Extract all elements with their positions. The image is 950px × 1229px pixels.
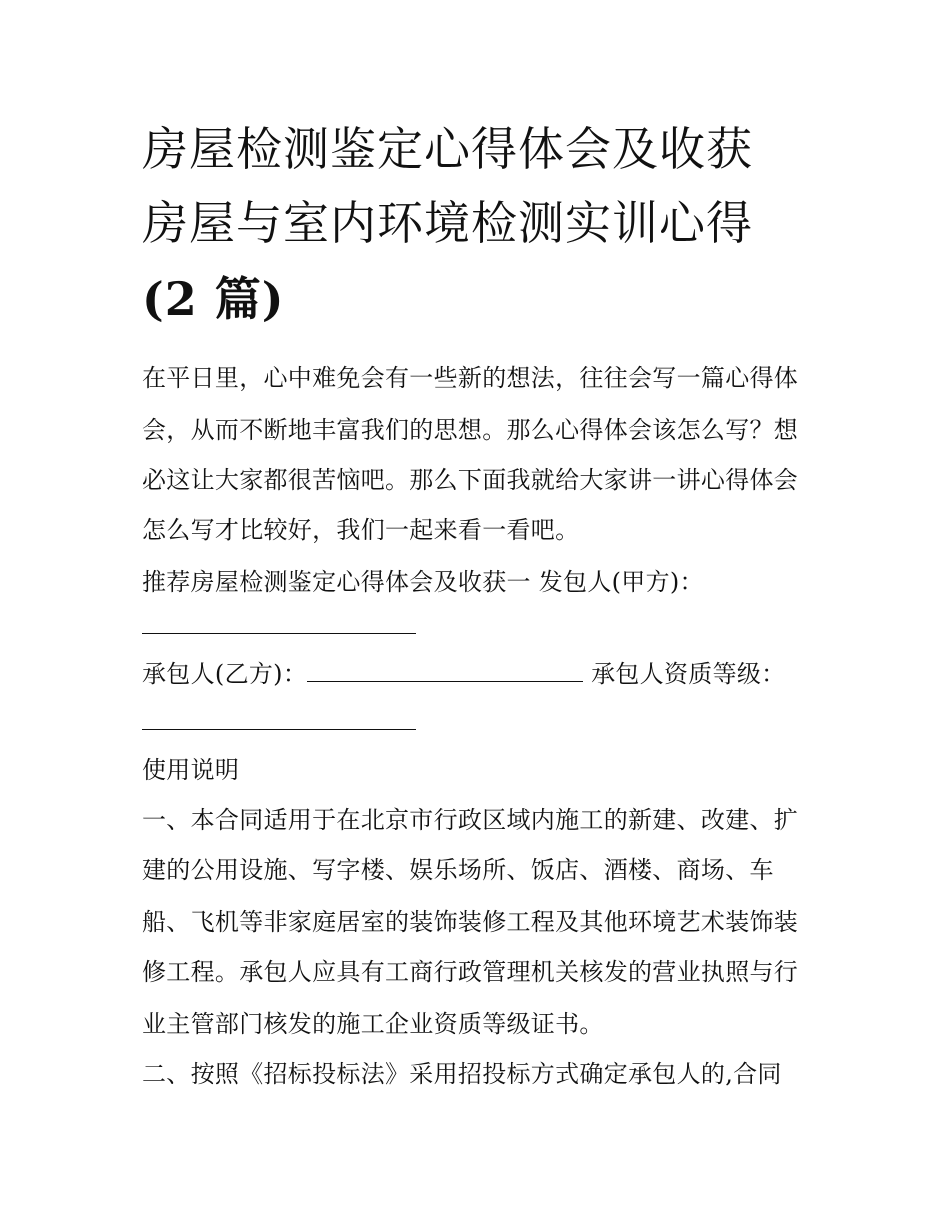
- instruction-1-line-5: 业主管部门核发的施工企业资质等级证书。: [142, 1010, 604, 1038]
- qualification-blank-row: [142, 696, 416, 748]
- contractor-blank-field[interactable]: [307, 651, 583, 682]
- instruction-2-line-1: 二、按照《招标投标法》采用招投标方式确定承包人的,合同: [142, 1060, 782, 1088]
- instruction-1-line-3: 船、飞机等非家庭居室的装饰装修工程及其他环境艺术装饰装: [142, 908, 799, 936]
- document-title-line-3: (2 篇): [142, 272, 285, 326]
- qualification-blank-field[interactable]: [142, 699, 416, 730]
- document-title-line-1: 房屋检测鉴定心得体会及收获: [142, 122, 753, 176]
- intro-line-1: 在平日里，心中难免会有一些新的想法，往往会写一篇心得体: [142, 364, 799, 392]
- instruction-1-line-4: 修工程。承包人应具有工商行政管理机关核发的营业执照与行: [142, 958, 799, 986]
- contractor-label: 承包人(乙方)：: [142, 660, 308, 688]
- recommend-line: 推荐房屋检测鉴定心得体会及收获一 发包人(甲方)：: [142, 568, 704, 596]
- instructions-heading: 使用说明: [142, 756, 240, 784]
- intro-line-2: 会，从而不断地丰富我们的思想。那么心得体会该怎么写？想: [142, 416, 799, 444]
- intro-line-3: 必这让大家都很苦恼吧。那么下面我就给大家讲一讲心得体会: [142, 466, 799, 494]
- employer-blank-row: [142, 600, 416, 652]
- document-title-line-2: 房屋与室内环境检测实训心得: [142, 196, 753, 250]
- contractor-row: [142, 648, 785, 700]
- qualification-label: 承包人资质等级：: [591, 660, 786, 688]
- intro-line-4: 怎么写才比较好，我们一起来看一看吧。: [142, 516, 580, 544]
- instruction-1-line-1: 一、本合同适用于在北京市行政区域内施工的新建、改建、扩: [142, 806, 799, 834]
- instruction-1-line-2: 建的公用设施、写字楼、娱乐场所、饭店、酒楼、商场、车: [142, 856, 774, 884]
- employer-blank-field[interactable]: [142, 603, 416, 634]
